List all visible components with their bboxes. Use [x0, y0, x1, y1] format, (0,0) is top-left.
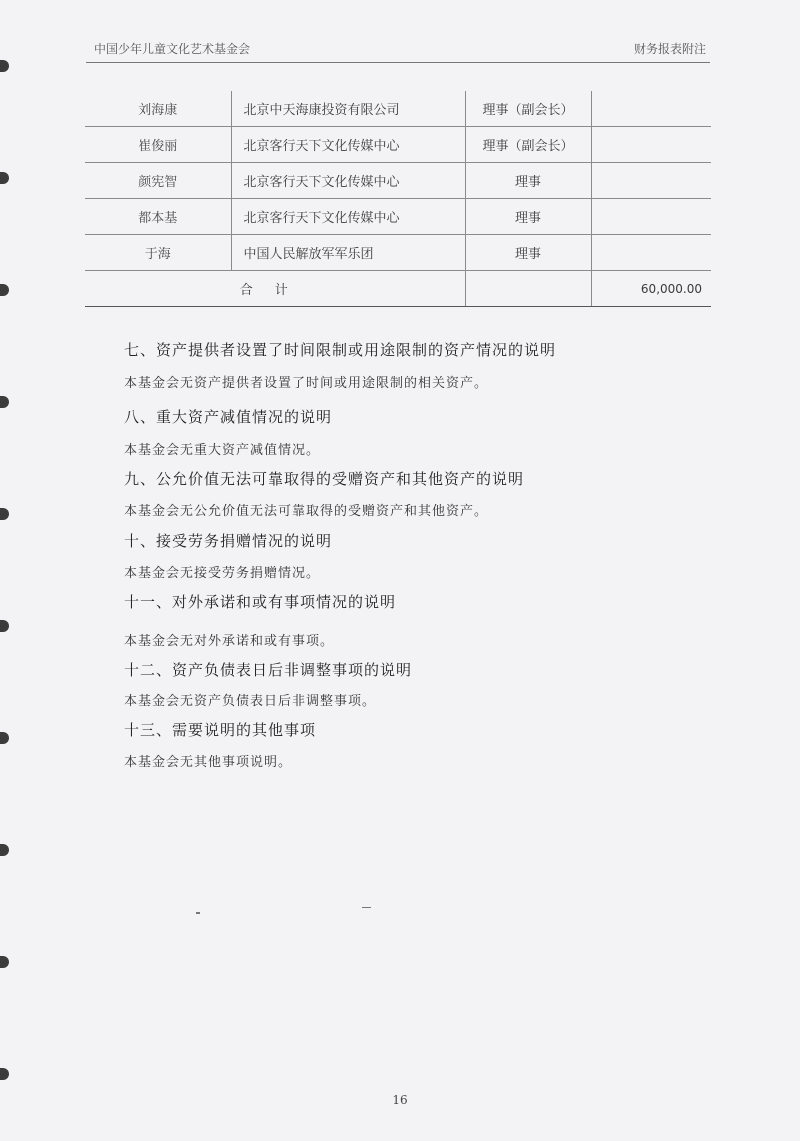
section-body: 本基金会无接受劳务捐赠情况。 — [124, 566, 321, 581]
member-org: 北京中天海康投资有限公司 — [231, 91, 465, 127]
total-amount: 60,000.00 — [591, 271, 711, 307]
punch-hole — [0, 284, 9, 296]
table-row — [85, 91, 711, 127]
section-body: 本基金会无对外承诺和或有事项。 — [124, 634, 335, 649]
section-body: 本基金会无重大资产减值情况。 — [124, 443, 321, 458]
member-org: 北京客行天下文化传媒中心 — [231, 163, 465, 199]
header-org-name: 中国少年儿童文化艺术基金会 — [94, 42, 251, 56]
section-title: 十三、需要说明的其他事项 — [124, 721, 317, 739]
section-title: 十二、资产负债表日后非调整事项的说明 — [124, 661, 413, 679]
section-body: 本基金会无公允价值无法可靠取得的受赠资产和其他资产。 — [124, 504, 489, 519]
page-number: 16 — [392, 1093, 408, 1107]
section-title: 十、接受劳务捐赠情况的说明 — [124, 532, 333, 550]
member-role: 理事（副会长） — [465, 91, 591, 127]
total-empty-cell — [465, 271, 591, 307]
section-body: 本基金会无其他事项说明。 — [124, 755, 293, 770]
punch-hole — [0, 396, 9, 408]
section-body: 本基金会无资产提供者设置了时间或用途限制的相关资产。 — [124, 376, 489, 391]
member-table — [85, 91, 711, 307]
table-total-row — [85, 271, 711, 307]
punch-hole — [0, 620, 9, 632]
section-title: 十一、对外承诺和或有事项情况的说明 — [124, 593, 397, 611]
punch-hole — [0, 60, 9, 72]
member-amount — [591, 91, 711, 127]
member-name: 颜宪智 — [85, 163, 231, 199]
member-org: 北京客行天下文化传媒中心 — [231, 127, 465, 163]
page-header — [86, 38, 710, 63]
punch-hole — [0, 956, 9, 968]
scan-speck — [196, 912, 200, 914]
punch-hole — [0, 508, 9, 520]
member-role: 理事 — [465, 163, 591, 199]
table-row — [85, 127, 711, 163]
member-org: 中国人民解放军军乐团 — [231, 235, 465, 271]
punch-hole — [0, 1068, 9, 1080]
scan-speck — [362, 907, 371, 908]
member-amount — [591, 127, 711, 163]
section-title: 七、资产提供者设置了时间限制或用途限制的资产情况的说明 — [124, 341, 557, 359]
punch-hole — [0, 172, 9, 184]
table-row — [85, 163, 711, 199]
table-row — [85, 199, 711, 235]
member-name: 都本基 — [85, 199, 231, 235]
member-org: 北京客行天下文化传媒中心 — [231, 199, 465, 235]
section-title: 九、公允价值无法可靠取得的受赠资产和其他资产的说明 — [124, 470, 525, 488]
table-row — [85, 235, 711, 271]
total-label: 合计 — [85, 271, 465, 307]
member-role: 理事 — [465, 235, 591, 271]
punch-hole — [0, 844, 9, 856]
member-role: 理事（副会长） — [465, 127, 591, 163]
member-name: 刘海康 — [85, 91, 231, 127]
section-body: 本基金会无资产负债表日后非调整事项。 — [124, 694, 377, 709]
member-name: 于海 — [85, 235, 231, 271]
punch-hole — [0, 732, 9, 744]
member-amount — [591, 235, 711, 271]
member-name: 崔俊丽 — [85, 127, 231, 163]
member-amount — [591, 163, 711, 199]
header-doc-type: 财务报表附注 — [633, 42, 706, 56]
section-title: 八、重大资产减值情况的说明 — [124, 408, 333, 426]
member-role: 理事 — [465, 199, 591, 235]
member-amount — [591, 199, 711, 235]
